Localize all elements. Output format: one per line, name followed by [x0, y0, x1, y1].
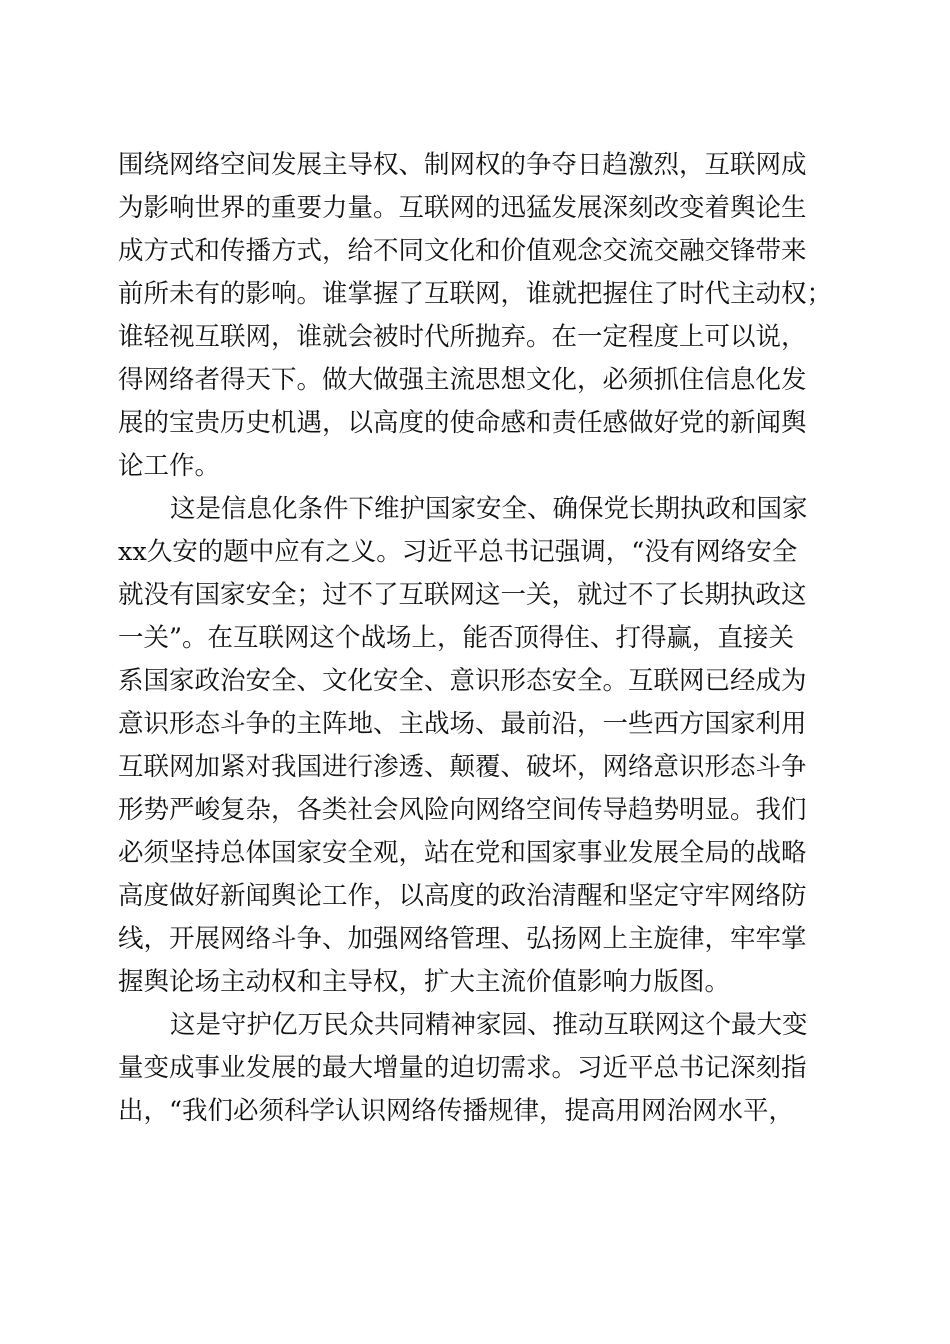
paragraph-1-line-3: 成方式和传播方式，给不同文化和价值观念交流交融交锋带来	[118, 236, 807, 266]
paragraph-2-line-7: 互联网加紧对我国进行渗透、颠覆、破坏，网络意识形态斗争	[118, 752, 807, 782]
paragraph-3-line-1: 这是守护亿万民众共同精神家园、推动互联网这个最大变	[170, 1010, 808, 1040]
paragraph-1-line-1: 围绕网络空间发展主导权、制网权的争夺日趋激烈，互联网成	[118, 150, 807, 180]
paragraph-2-line-5: 系国家政治安全、文化安全、意识形态安全。互联网已经成为	[118, 666, 807, 696]
paragraph-2-line-9: 必须坚持总体国家安全观，站在党和国家事业发展全局的战略	[118, 838, 807, 868]
paragraph-2-line-2: xx久安的题中应有之义。习近平总书记强调，“没有网络安全	[118, 537, 798, 567]
paragraph-1-line-6: 得网络者得天下。做大做强主流思想文化，必须抓住信息化发	[118, 365, 807, 395]
paragraph-2-line-3: 就没有国家安全；过不了互联网这一关，就过不了长期执政这	[118, 580, 807, 610]
paragraph-1-line-5: 谁轻视互联网，谁就会被时代所抛弃。在一定程度上可以说，	[118, 322, 807, 352]
paragraph-2-line-10: 高度做好新闻舆论工作，以高度的政治清醒和坚定守牢网络防	[118, 881, 807, 911]
paragraph-3-line-2: 量变成事业发展的最大增量的迫切需求。习近平总书记深刻指	[118, 1053, 807, 1083]
paragraph-2-line-8: 形势严峻复杂，各类社会风险向网络空间传导趋势明显。我们	[118, 795, 807, 825]
paragraph-2-line-11: 线，开展网络斗争、加强网络管理、弘扬网上主旋律，牢牢掌	[118, 924, 807, 954]
paragraph-1-line-2: 为影响世界的重要力量。互联网的迅猛发展深刻改变着舆论生	[118, 193, 807, 223]
paragraph-2-line-6: 意识形态斗争的主阵地、主战场、最前沿，一些西方国家利用	[118, 709, 807, 739]
paragraph-3-line-3: 出，“我们必须科学认识网络传播规律，提高用网治网水平，	[118, 1096, 795, 1126]
paragraph-1-line-4: 前所未有的影响。谁掌握了互联网，谁就把握住了时代主动权；	[118, 279, 833, 309]
paragraph-1-line-7: 展的宝贵历史机遇，以高度的使命感和责任感做好党的新闻舆	[118, 408, 807, 438]
paragraph-1-line-8: 论工作。	[118, 451, 221, 481]
paragraph-2-line-12: 握舆论场主动权和主导权，扩大主流价值影响力版图。	[118, 967, 731, 997]
paragraph-2-line-1: 这是信息化条件下维护国家安全、确保党长期执政和国家	[170, 494, 808, 524]
paragraph-2-line-4: 一关”。在互联网这个战场上，能否顶得住、打得赢，直接关	[118, 623, 795, 653]
